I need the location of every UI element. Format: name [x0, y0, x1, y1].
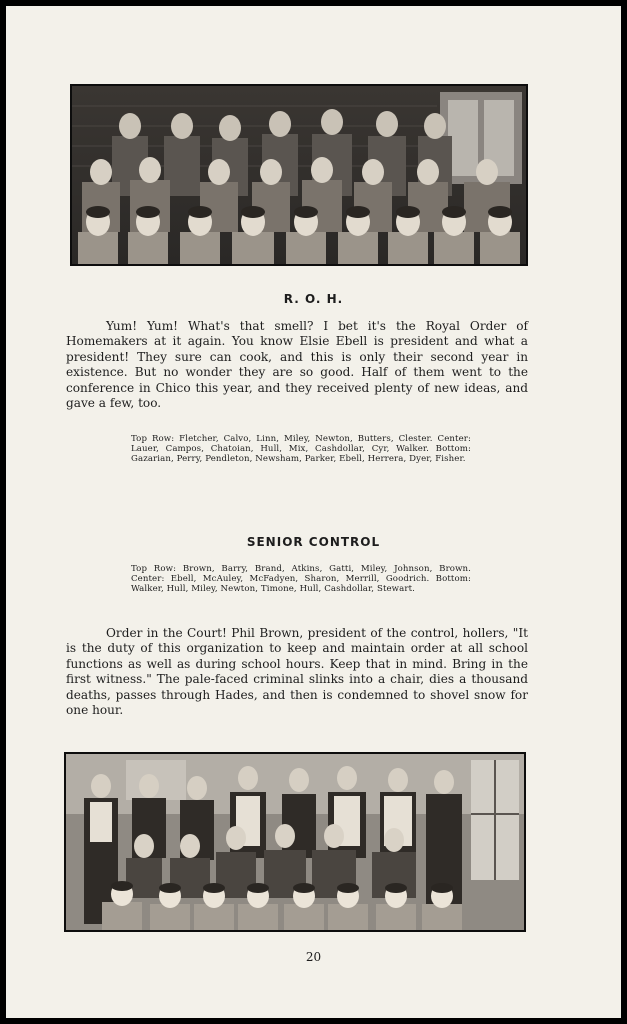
roh-title: R. O. H. [283, 292, 344, 306]
senior-control-photo-image [66, 754, 524, 930]
yearbook-page [6, 6, 621, 1018]
roh-group-photo [70, 84, 528, 266]
page-number: 20 [305, 950, 322, 964]
senior-control-group-photo [64, 752, 526, 932]
roh-paragraph: Yum! Yum! What's that smell? I bet it's the Royal Order of Homemakers at it again. You know Elsie Ebell is president and what a president! They sure can cook, and this is only their second year in existence. But no wonder they are so good. Half of them went to the conference in Chico this year, and they received plenty of new ideas, and gave a few, too. [66, 319, 528, 411]
senior-control-title: SENIOR CONTROL [246, 535, 381, 549]
roh-photo-image [72, 86, 526, 264]
senior-control-paragraph: Order in the Court! Phil Brown, president of the control, hollers, "It is the duty of this organization to keep and maintain order at all school functions as well as during school hours. Keep that in mind. Bring in the first witness." The pale-faced criminal slinks into a chair, dies a thousand deaths, passes through Hades, and then is condemned to shovel snow for one hour. [66, 626, 528, 718]
senior-control-caption: Top Row: Brown, Barry, Brand, Atkins, Gatti, Miley, Johnson, Brown. Center: Ebell, McAuley, McFadyen, Sharon, Merrill, Goodrich. Bottom: Walker, Hull, Miley, Newton, Timone, Hull, Cashdollar, Stewart. [131, 564, 471, 595]
roh-caption: Top Row: Fletcher, Calvo, Linn, Miley, Newton, Butters, Clester. Center: Lauer, Campos, Chatoian, Hull, Mix, Cashdollar, Cyr, Walker. Bottom: Gazarian, Perry, Pendleton, Newsham, Parker, Ebell, Herrera, Dyer, Fisher. [131, 434, 471, 465]
